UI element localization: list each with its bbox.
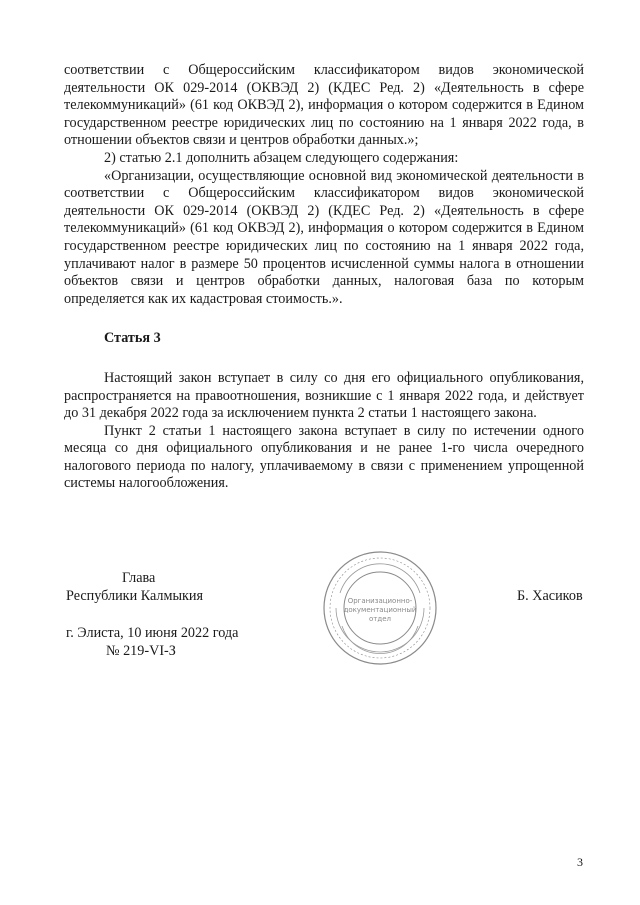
stamp-text-line3: отдел [369, 615, 391, 623]
paragraph-effective-date: Настоящий закон вступает в силу со дня его официального опубликования, распространяется на правоотношения, возникшие с 1 января 2022 года, и действует до 31 декабря 2022 года за исключением пункта 2 статьи 1 настоящего закона. [64, 369, 584, 422]
paragraph-amendment-text: «Организации, осуществляющие основной вид экономической деятельности в соответствии с Общероссийским классификатором видов экономической деятельности ОК 029-2014 (ОКВЭД 2) (КДЕС Ред. 2) «Деятельность в сфере телекоммуникаций» (61 код ОКВЭД 2), информация о котором содержится в Едином государственном реестре юридических лиц по состоянию на 1 января 2022 года, уплачивают налог в размере 50 процентов исчисленной суммы налога в отношении объектов связи и центров обработки данных, налоговая база по которым определяется как их кадастровая стоимость.». [64, 167, 584, 307]
signatory-region: Республики Калмыкия [66, 587, 204, 604]
paragraph-continuation: соответствии с Общероссийским классификатором видов экономической деятельности ОК 029-2014 (ОКВЭД 2) (КДЕС Ред. 2) «Деятельность в сфере телекоммуникаций» (61 код ОКВЭД 2), информация о котором содержится в Едином государственном реестре юридических лиц по состоянию на 1 января 2022 года, в отношении объектов связи и центров обработки данных.»; [64, 62, 584, 149]
place-date: г. Элиста, 10 июня 2022 года [66, 625, 239, 642]
page-number: 3 [577, 855, 583, 869]
signatory-title: Глава [122, 570, 156, 586]
signature-block [66, 570, 238, 660]
official-stamp [320, 548, 440, 668]
paragraph-point-2-effective: Пункт 2 статьи 1 настоящего закона вступает в силу по истечении одного месяца со дня официального опубликования и не ранее 1-го числа очередного налогового периода по налогу, уплачиваемому в связи с применением упрощенной системы налогообложения. [64, 422, 584, 492]
law-number: № 219-VI-З [106, 642, 176, 659]
stamp-text-line2: документационный [343, 606, 417, 614]
stamp-text-line1: Организационно- [347, 597, 413, 605]
article-heading: Статья 3 [104, 330, 161, 347]
signatory-name: Б. Хасиков [517, 588, 583, 604]
paragraph-amendment-intro: 2) статью 2.1 дополнить абзацем следующего содержания: [104, 149, 459, 166]
document-body [64, 62, 584, 493]
